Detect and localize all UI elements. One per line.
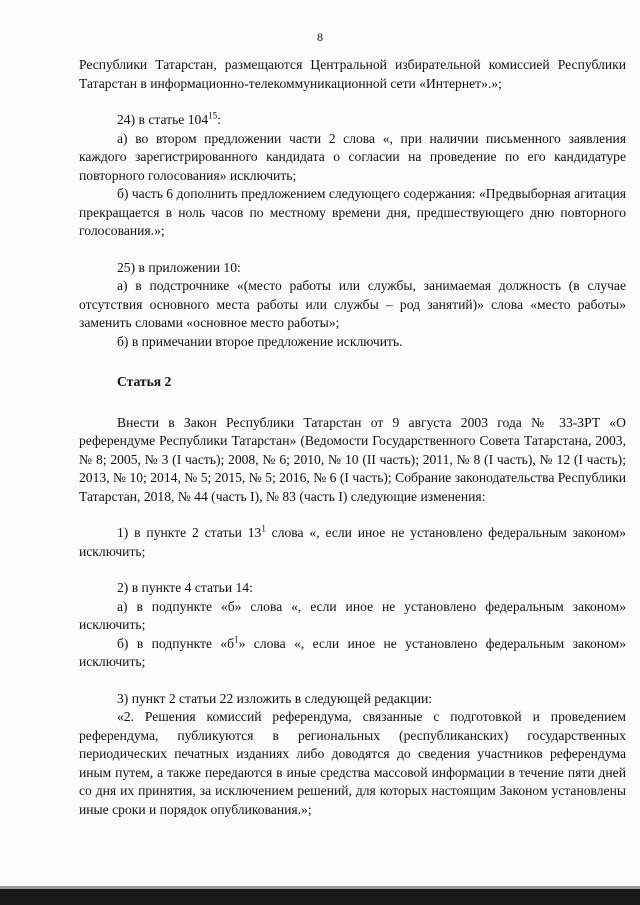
art2-item-3-quote: «2. Решения комиссий референдума, связанные с подготовкой и проведением референдума, публикуются в региональных (республиканских) государственных периодических печатных изданиях либо доводятся до сведения участников референдума иным путем, а также передаются в иные средства массовой информации в течение пяти дней со дня их принятия, за исключением решений, для которых настоящим Законом установлены иные сроки и порядок опубликования.»; [79, 709, 626, 817]
item-25-a: а) в подстрочнике «(место работы или службы, занимаемая должность (в случае отсутствия основного места работы или службы – род занятий)» слова «место работы» заменить словами «основное место работы»; [79, 278, 626, 330]
document-body [79, 56, 626, 819]
item-24-b: б) часть 6 дополнить предложением следующего содержания: «Предвыборная агитация прекращается в ноль часов по местному времени дня, предшествующего дню повторного голосования.»; [79, 186, 626, 238]
item-25-b: б) в примечании второе предложение исключить. [117, 333, 403, 349]
item-24-superscript: 15 [208, 110, 218, 121]
item-24-a: а) во втором предложении части 2 слова «, при наличии письменного заявления каждого зарегистрированного кандидата о согласии на проведение по его кандидатуре повторного голосования» исключить; [79, 130, 626, 183]
item-24-colon: : [217, 112, 221, 127]
art2-item-1-post: слова «, если иное не установлено федеральным законом» исключить; [79, 525, 627, 559]
art2-item-2-b-post: » слова «, если иное не установлено федеральным законом» исключить; [79, 635, 627, 669]
item-24-text: 24) в статье 104 [117, 112, 209, 127]
art2-item-2-b-superscript: 1 [234, 633, 239, 644]
scan-edge [0, 889, 640, 905]
article-2-intro: Внести в Закон Республики Татарстан от 9 августа 2003 года № 33-ЗРТ «О референдуме Республики Татарстан» (Ведомости Государственного Совета Татарстана, 2003, № 8; 2005, № 3 (I часть); 2008, № 6; 2010, № 10 (II часть); 2011, № 8 (I часть), № 12 (I часть); 2013, № 10; 2014, № 5; 2015, № 5; 2016, № 6 (I часть); Собрание законодательства Республики Татарстан, 2018, № 44 (часть I), № 83 (часть I) следующие изменения: [79, 414, 626, 504]
art2-item-1-pre: 1) в пункте 2 статьи 13 [117, 525, 262, 540]
art2-item-2: 2) в пункте 4 статьи 14: [117, 580, 253, 595]
art2-item-3: 3) пункт 2 статьи 22 изложить в следующей редакции: [117, 690, 433, 706]
art2-item-2-b-pre: б) в подпункте «б [117, 635, 235, 651]
page-number: 8 [317, 30, 323, 44]
art2-item-2-a: а) в подпункте «б» слова «, если иное не установлено федеральным законом» исключить; [79, 598, 626, 632]
item-25: 25) в приложении 10: [117, 259, 241, 275]
item-24 [79, 111, 626, 130]
article-heading: Статья 2 [117, 374, 172, 389]
art2-item-1-superscript: 1 [261, 523, 266, 534]
art2-item-2-b [79, 635, 626, 672]
art2-item-1 [79, 524, 626, 561]
paragraph-continuation: Республики Татарстан, размещаются Центральной избирательной комиссией Республики Татарстан в информационно-телекоммуникационной сети «Интернет».»; [79, 57, 626, 91]
